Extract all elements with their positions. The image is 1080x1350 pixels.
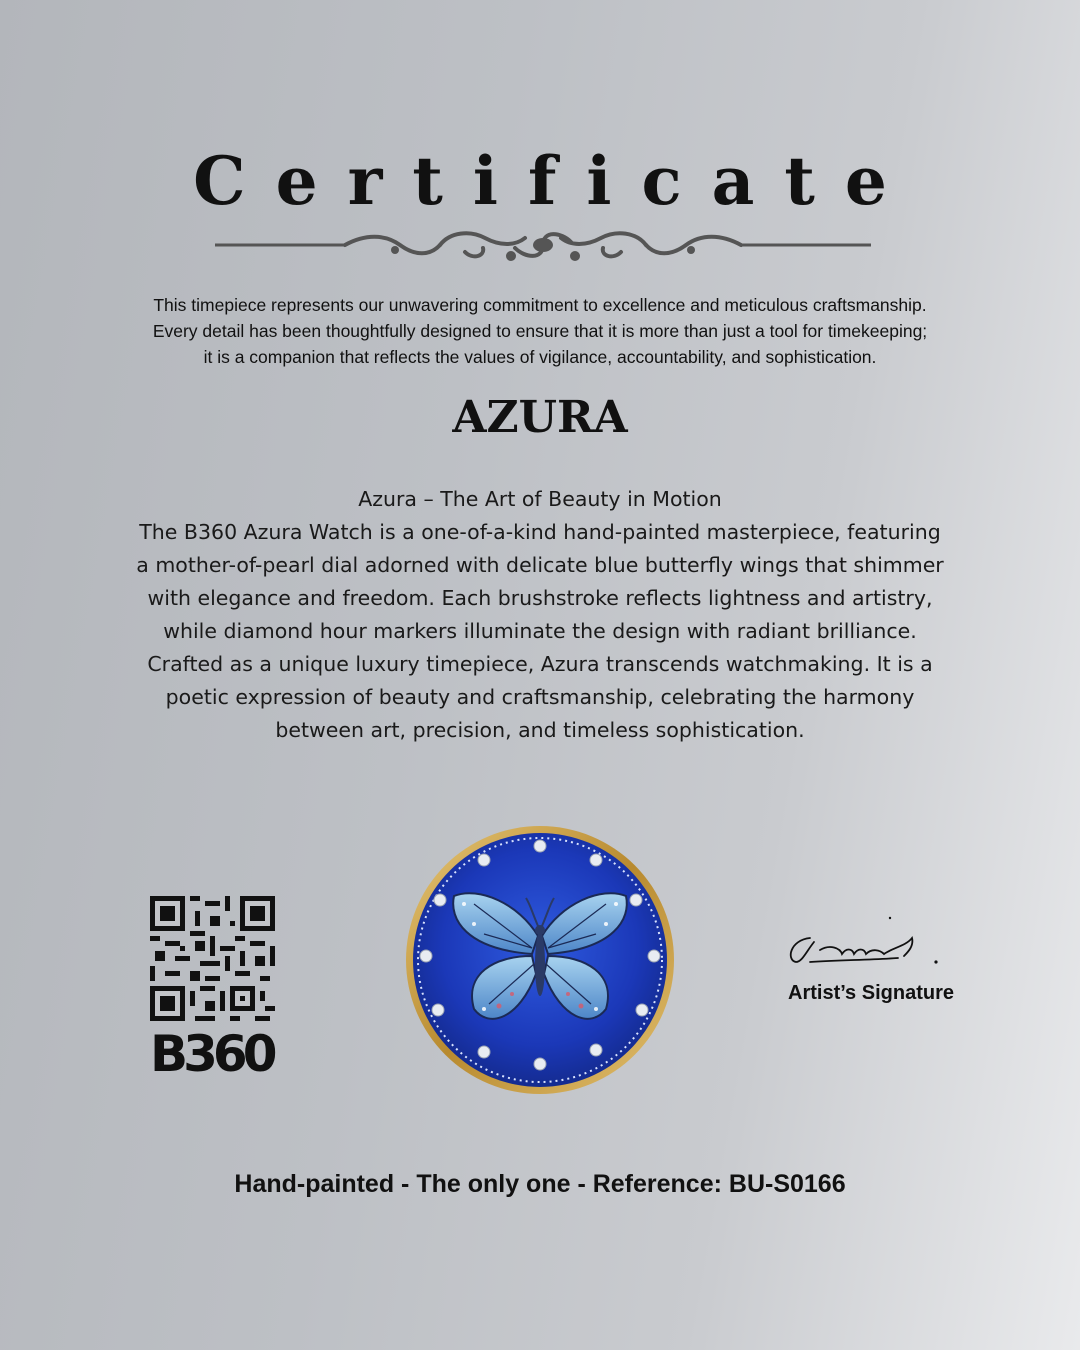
description-line: a mother-of-pearl dial adorned with delicate blue butterfly wings that shimmer <box>136 553 944 577</box>
product-name: AZURA <box>452 392 628 443</box>
flourish-divider-icon <box>215 226 871 264</box>
description-line: between art, precision, and timeless sophistication. <box>275 718 805 742</box>
description-line: with elegance and freedom. Each brushstroke reflects lightness and artistry, <box>147 586 933 610</box>
description-line: poetic expression of beauty and craftsmanship, celebrating the harmony <box>165 685 915 709</box>
reference-footer: Hand-painted - The only one - Reference: BU-S0166 <box>234 1170 846 1198</box>
description-heading: Azura – The Art of Beauty in Motion <box>358 487 722 511</box>
brand-logo: B360 <box>150 1025 273 1083</box>
certificate-title: Certificate <box>193 142 917 220</box>
product-description <box>90 483 990 747</box>
description-line: while diamond hour markers illuminate the design with radiant brilliance. <box>163 619 917 643</box>
intro-line: Every detail has been thoughtfully designed to ensure that it is more than just a tool for timekeeping; <box>152 321 928 341</box>
qr-code-icon[interactable] <box>150 896 275 1021</box>
intro-paragraph <box>110 292 970 370</box>
intro-line: This timepiece represents our unwavering commitment to excellence and meticulous craftsmanship. <box>153 295 927 315</box>
signature-label: Artist’s Signature <box>788 982 954 1004</box>
butterfly-watch-dial-icon <box>404 824 676 1096</box>
description-line: The B360 Azura Watch is a one-of-a-kind hand-painted masterpiece, featuring <box>139 520 941 544</box>
description-line: Crafted as a unique luxury timepiece, Azura transcends watchmaking. It is a <box>147 652 933 676</box>
intro-line: it is a companion that reflects the values of vigilance, accountability, and sophistication. <box>203 347 877 367</box>
handwritten-signature <box>780 912 950 974</box>
